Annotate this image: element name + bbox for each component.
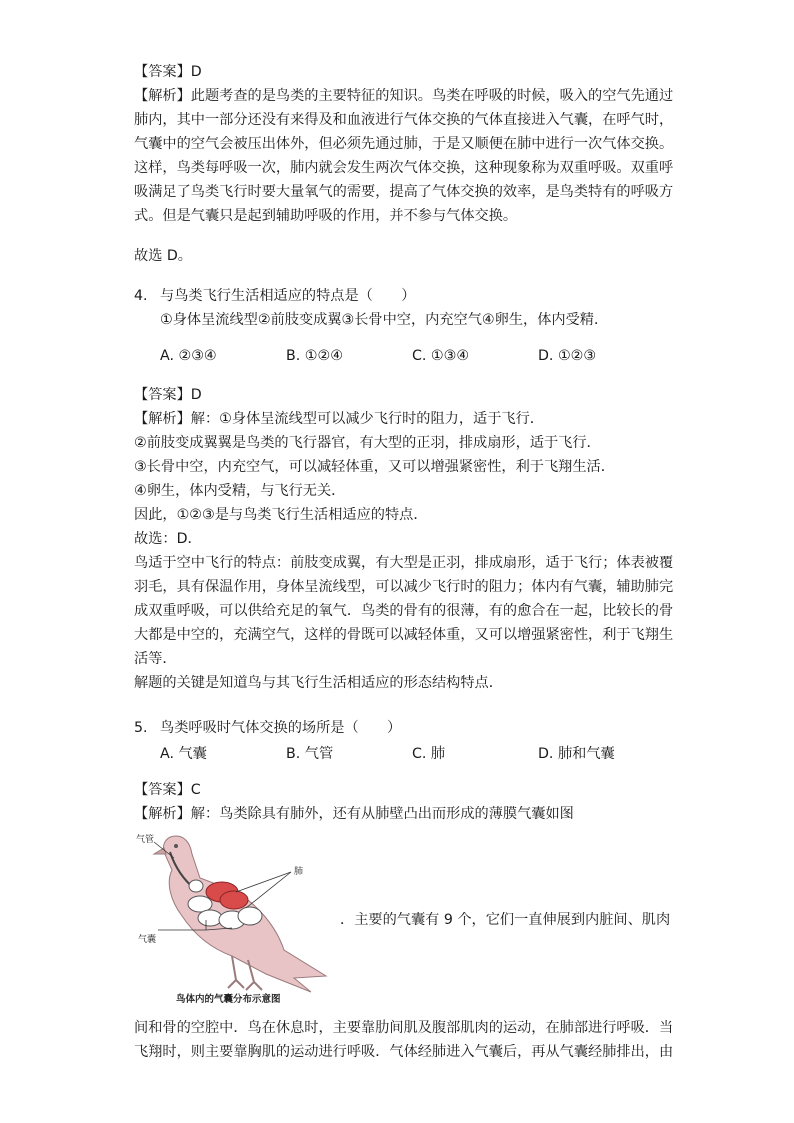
q4-option-c: C. ①③④ <box>412 348 470 364</box>
figure-caption: 鸟体内的气囊分布示意图 <box>176 994 281 1005</box>
leader-line-lung <box>246 872 291 908</box>
q5-analysis-intro: 【解析】解：鸟类除具有肺外，还有从肺壁凸出而形成的薄膜气囊如图 <box>134 806 574 822</box>
q5-answer: 【答案】C <box>134 782 201 798</box>
q4-option-b: B. ①②④ <box>286 348 343 364</box>
q3-analysis-line: 气囊中的空气会被压出体外，但必须先通过肺，于是又顺便在肺中进行一次气体交换。 <box>134 136 674 152</box>
q3-analysis-line: 吸满足了鸟类飞行时要大量氧气的需要，提高了气体交换的效率，是鸟类特有的呼吸方 <box>134 184 674 200</box>
q3-analysis-line: 【解析】此题考查的是鸟类的主要特征的知识。鸟类在呼吸的时候，吸入的空气先通过 <box>134 88 674 104</box>
q5-stem: 鸟类呼吸时气体交换的场所是（ ） <box>160 720 402 736</box>
leader-line-lung <box>236 872 291 892</box>
bird-airsac-figure <box>136 830 336 1008</box>
q4-analysis-line: 羽毛，具有保温作用，身体呈流线型，可以减少飞行时的阻力；体内有气囊，辅助肺完 <box>134 579 674 595</box>
q5-option-d: D. 肺和气囊 <box>538 746 615 762</box>
q5-continued-line: 间和骨的空腔中．鸟在休息时，主要靠肋间肌及腹部肌肉的运动，在肺部进行呼吸．当 <box>134 1020 674 1036</box>
airsac-shape <box>198 910 222 926</box>
q4-analysis-line: 活等． <box>134 651 177 667</box>
q4-answer: 【答案】D <box>134 387 202 403</box>
q3-analysis-line: 这样，鸟类每呼吸一次，肺内就会发生两次气体交换，这种现象称为双重呼吸。双重呼 <box>134 160 674 176</box>
label-airsac: 气囊 <box>138 935 157 945</box>
q3-conclusion: 故选 D。 <box>134 248 192 264</box>
q4-analysis-line: 【解析】解：①身体呈流线型可以减少飞行时的阻力，适于飞行． <box>134 411 544 427</box>
bird-beak-shape <box>154 848 166 854</box>
q4-stem: 与鸟类飞行生活相适应的特点是（ ） <box>160 288 416 304</box>
q4-analysis-line: 解题的关键是知道鸟与其飞行生活相适应的形态结构特点． <box>134 675 503 691</box>
q4-option-d: D. ①②③ <box>538 348 597 364</box>
bird-eye <box>174 844 178 848</box>
q5-option-a: A. 气囊 <box>160 746 207 762</box>
q4-number: 4. <box>134 288 148 304</box>
q4-analysis-line: ②前肢变成翼翼是鸟类的飞行器官，有大型的正羽，排成扇形，适于飞行． <box>134 435 601 451</box>
q4-analysis-line: ④卵生，体内受精，与飞行无关． <box>134 483 346 499</box>
q4-analysis-line: 大都是中空的，充满空气，这样的骨既可以减轻体重，又可以增强紧密性，利于飞翔生 <box>134 627 674 643</box>
q4-analysis-line: 因此，①②③是与鸟类飞行生活相适应的特点． <box>134 507 428 523</box>
q3-analysis-line: 式。但是气囊只是起到辅助呼吸的作用，并不参与气体交换。 <box>134 208 518 224</box>
q3-analysis-line: 肺内，其中一部分还没有来得及和血液进行气体交换的气体直接进入气囊，在呼气时， <box>134 112 674 128</box>
q4-analysis-line: 鸟适于空中飞行的特点：前肢变成翼，有大型是正羽，排成扇形，适于飞行；体表被覆 <box>134 555 674 571</box>
q5-option-c: C. 肺 <box>412 746 446 762</box>
label-lung: 肺 <box>294 867 304 877</box>
q5-number: 5. <box>134 720 148 736</box>
q4-statements: ①身体呈流线型②前肢变成翼③长骨中空，内充空气④卵生，体内受精． <box>160 312 609 328</box>
q3-answer: 【答案】D <box>134 64 202 80</box>
q4-analysis-line: 故选：D． <box>134 531 202 547</box>
lung-shape <box>220 891 248 909</box>
q4-option-a: A. ②③④ <box>160 348 217 364</box>
airsac-shape <box>189 880 203 892</box>
airsac-shape <box>238 907 262 925</box>
q5-option-b: B. 气管 <box>286 746 334 762</box>
q4-analysis-line: 成双重呼吸，可以供给充足的氧气．鸟类的骨有的很薄，有的愈合在一起，比较长的骨 <box>134 603 674 619</box>
q5-continued-line: 飞翔时，则主要靠胸肌的运动进行呼吸．气体经肺进入气囊后，再从气囊经肺排出，由 <box>134 1044 674 1060</box>
q5-after-figure: ．主要的气囊有 9 个，它们一直伸展到内脏间、肌肉 <box>340 912 671 928</box>
q4-analysis-line: ③长骨中空，内充空气，可以减轻体重，又可以增强紧密性，利于飞翔生活． <box>134 459 615 475</box>
label-trachea: 气管 <box>136 835 155 845</box>
